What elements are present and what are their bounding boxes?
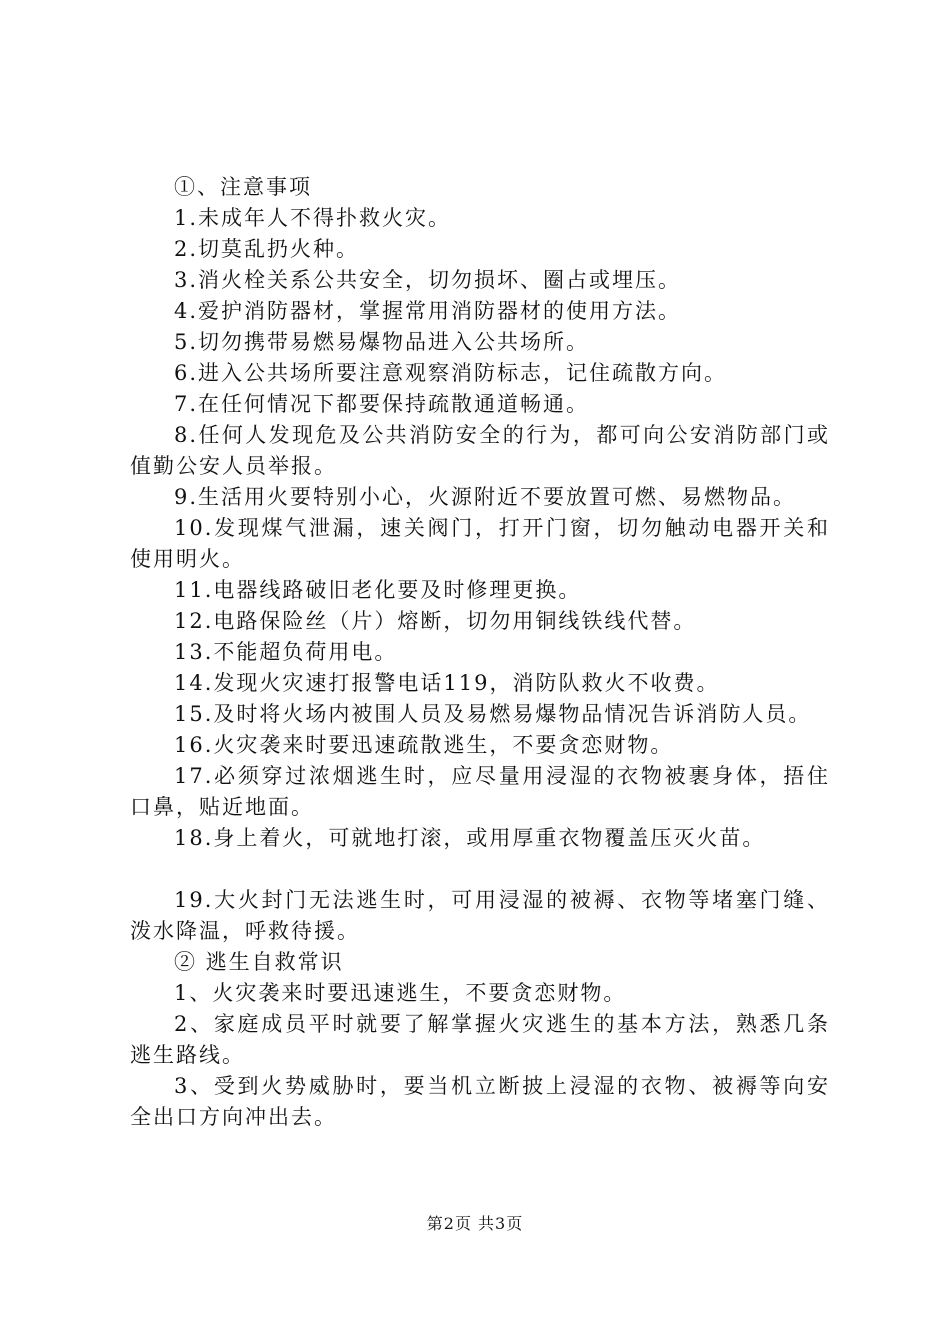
list-item: 1、火灾袭来时要迅速逃生，不要贪恋财物。 <box>174 981 627 1005</box>
page-footer: 第2页 共3页 <box>426 1214 524 1233</box>
list-item: 16.火灾袭来时要迅速疏散逃生，不要贪恋财物。 <box>174 733 674 757</box>
list-item: 13.不能超负荷用电。 <box>174 640 398 664</box>
list-item: 1.未成年人不得扑救火灾。 <box>174 206 452 230</box>
section-heading-notes: ①、注意事项 <box>174 175 312 199</box>
list-item: 10.发现煤气泄漏，速关阀门，打开门窗，切勿触动电器开关和使用明火。 <box>130 516 830 571</box>
section-heading-escape: ② 逃生自救常识 <box>174 950 344 974</box>
list-item: 12.电路保险丝（片）熔断，切勿用铜线铁线代替。 <box>174 609 697 633</box>
document-body <box>130 172 830 1133</box>
list-item: 4.爱护消防器材，掌握常用消防器材的使用方法。 <box>174 299 682 323</box>
list-item: 7.在任何情况下都要保持疏散通道畅通。 <box>174 392 590 416</box>
list-item: 17.必须穿过浓烟逃生时，应尽量用浸湿的衣物被裹身体，捂住口鼻，贴近地面。 <box>130 764 830 819</box>
list-item: 5.切勿携带易燃易爆物品进入公共场所。 <box>174 330 590 354</box>
list-item: 19.大火封门无法逃生时，可用浸湿的被褥、衣物等堵塞门缝、泼水降温，呼救待援。 <box>130 888 830 943</box>
list-item: 3、受到火势威胁时，要当机立断披上浸湿的衣物、被褥等向安全出口方向冲出去。 <box>130 1074 830 1129</box>
list-item: 2、家庭成员平时就要了解掌握火灾逃生的基本方法，熟悉几条逃生路线。 <box>130 1012 830 1067</box>
list-item: 6.进入公共场所要注意观察消防标志，记住疏散方向。 <box>174 361 728 385</box>
list-item: 8.任何人发现危及公共消防安全的行为，都可向公安消防部门或值勤公安人员举报。 <box>130 423 830 478</box>
list-item: 11.电器线路破旧老化要及时修理更换。 <box>174 578 582 602</box>
list-item: 14.发现火灾速打报警电话119，消防队救火不收费。 <box>174 671 720 695</box>
list-item: 9.生活用火要特别小心，火源附近不要放置可燃、易燃物品。 <box>174 485 797 509</box>
list-item: 18.身上着火，可就地打滚，或用厚重衣物覆盖压灭火苗。 <box>174 826 766 850</box>
list-item: 3.消火栓关系公共安全，切勿损坏、圈占或埋压。 <box>174 268 682 292</box>
list-item: 15.及时将火场内被围人员及易燃易爆物品情况告诉消防人员。 <box>174 702 812 726</box>
list-item: 2.切莫乱扔火种。 <box>174 237 360 261</box>
